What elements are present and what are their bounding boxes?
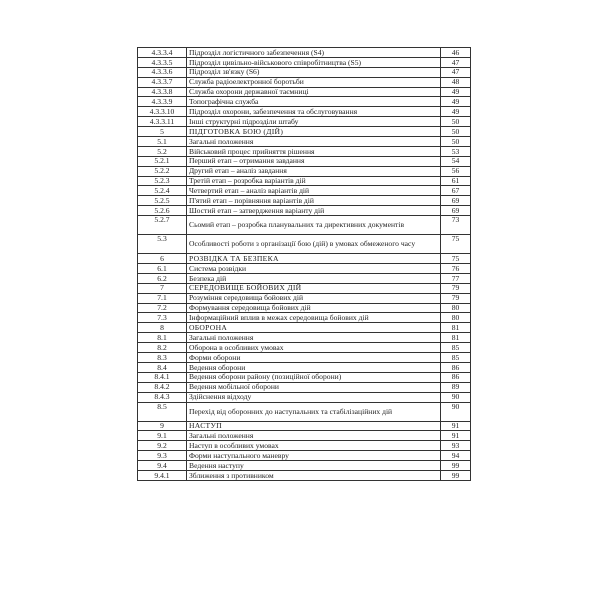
toc-row [138, 362, 471, 372]
page-number: 49 [441, 87, 471, 97]
toc-body [138, 48, 471, 481]
page-number: 86 [441, 372, 471, 382]
section-title: Форми наступального маневру [187, 451, 441, 461]
section-number: 8.3 [138, 353, 187, 363]
toc-row [138, 87, 471, 97]
page-number: 90 [441, 392, 471, 402]
section-title: Наступ в особливих умовах [187, 441, 441, 451]
section-number: 6.1 [138, 264, 187, 274]
section-number: 5.2.6 [138, 206, 187, 216]
toc-row [138, 372, 471, 382]
page-number: 80 [441, 313, 471, 323]
toc-row [138, 313, 471, 323]
section-number: 8.2 [138, 343, 187, 353]
section-title: Безпека дій [187, 273, 441, 283]
page-number: 61 [441, 176, 471, 186]
section-title: Формування середовища бойових дій [187, 303, 441, 313]
page-number: 91 [441, 421, 471, 431]
page-number: 93 [441, 441, 471, 451]
toc-chapter-row [138, 421, 471, 431]
section-number: 4.3.3.5 [138, 57, 187, 67]
toc-row [138, 392, 471, 402]
section-title: Загальні положення [187, 137, 441, 147]
page-number: 49 [441, 97, 471, 107]
page-number: 94 [441, 451, 471, 461]
toc-chapter-row [138, 283, 471, 293]
section-title: Здійснення відходу [187, 392, 441, 402]
section-title: Служба охорони державної таємниці [187, 87, 441, 97]
toc-row [138, 137, 471, 147]
section-number: 5.1 [138, 137, 187, 147]
page-number: 81 [441, 333, 471, 343]
section-number: 8.4.2 [138, 382, 187, 392]
page-number: 91 [441, 431, 471, 441]
page-number: 47 [441, 57, 471, 67]
toc-row [138, 353, 471, 363]
section-number: 4.3.3.8 [138, 87, 187, 97]
section-title: Ведення мобільної оборони [187, 382, 441, 392]
section-number: 4.3.3.9 [138, 97, 187, 107]
page-number: 90 [441, 402, 471, 421]
page-number: 85 [441, 353, 471, 363]
page-number: 99 [441, 470, 471, 480]
section-number: 9.4 [138, 461, 187, 471]
section-title: Сьомий етап – розробка планувальних та директивних документів [187, 216, 441, 235]
chapter-number: 8 [138, 323, 187, 333]
section-number: 5.2.2 [138, 166, 187, 176]
chapter-number: 5 [138, 127, 187, 137]
toc-row [138, 176, 471, 186]
section-title: Особливості роботи з організації бою (дій) в умовах обмеженого часу [187, 235, 441, 254]
page-number: 54 [441, 156, 471, 166]
page-number: 47 [441, 67, 471, 77]
section-number: 8.5 [138, 402, 187, 421]
section-number: 7.2 [138, 303, 187, 313]
toc-row [138, 264, 471, 274]
chapter-title: ПІДГОТОВКА БОЮ (ДІЙ) [187, 127, 441, 137]
toc-row [138, 293, 471, 303]
section-title: Підрозділ цивільно-військового співробітництва (S5) [187, 57, 441, 67]
toc-row [138, 48, 471, 58]
page-number: 75 [441, 254, 471, 264]
section-number: 5.2.5 [138, 196, 187, 206]
chapter-number: 7 [138, 283, 187, 293]
chapter-title: РОЗВІДКА ТА БЕЗПЕКА [187, 254, 441, 264]
section-number: 9.1 [138, 431, 187, 441]
section-title: Інші структурні підрозділи штабу [187, 117, 441, 127]
section-title: П'ятий етап – порівняння варіантів дій [187, 196, 441, 206]
page-number: 80 [441, 303, 471, 313]
section-title: Шостий етап – затвердження варіанту дій [187, 206, 441, 216]
toc-row [138, 117, 471, 127]
page-number: 50 [441, 137, 471, 147]
page-number: 48 [441, 77, 471, 87]
table-of-contents [137, 47, 471, 481]
section-title: Підрозділ логістичного забезпечення (S4) [187, 48, 441, 58]
section-number: 5.2.1 [138, 156, 187, 166]
section-title: Загальні положення [187, 431, 441, 441]
toc-row [138, 67, 471, 77]
page-number: 75 [441, 235, 471, 254]
page-number: 79 [441, 283, 471, 293]
toc-row [138, 107, 471, 117]
chapter-title: СЕРЕДОВИЩЕ БОЙОВИХ ДІЙ [187, 283, 441, 293]
section-number: 8.4.1 [138, 372, 187, 382]
section-title: Підрозділ охорони, забезпечення та обслуговування [187, 107, 441, 117]
section-number: 4.3.3.7 [138, 77, 187, 87]
section-number: 8.1 [138, 333, 187, 343]
page-number: 56 [441, 166, 471, 176]
section-number: 9.2 [138, 441, 187, 451]
section-number: 9.3 [138, 451, 187, 461]
section-number: 4.3.3.6 [138, 67, 187, 77]
section-title: Інформаційний вплив в межах середовища бойових дій [187, 313, 441, 323]
section-number: 5.3 [138, 235, 187, 254]
section-title: Зближення з противником [187, 470, 441, 480]
toc-row [138, 461, 471, 471]
page-number: 89 [441, 382, 471, 392]
section-title: Ведення оборони [187, 362, 441, 372]
page-number: 46 [441, 48, 471, 58]
page-number: 67 [441, 186, 471, 196]
page-number: 77 [441, 273, 471, 283]
toc-row [138, 186, 471, 196]
toc-row [138, 97, 471, 107]
chapter-number: 9 [138, 421, 187, 431]
toc-row [138, 166, 471, 176]
page-number: 49 [441, 107, 471, 117]
section-number: 6.2 [138, 273, 187, 283]
page-number: 85 [441, 343, 471, 353]
section-number: 5.2.3 [138, 176, 187, 186]
section-number: 4.3.3.4 [138, 48, 187, 58]
section-number: 4.3.3.10 [138, 107, 187, 117]
section-title: Третій етап – розробка варіантів дій [187, 176, 441, 186]
page-number: 50 [441, 117, 471, 127]
chapter-title: ОБОРОНА [187, 323, 441, 333]
section-title: Топографічна служба [187, 97, 441, 107]
section-title: Форми оборони [187, 353, 441, 363]
toc-row [138, 235, 471, 254]
page-number: 69 [441, 206, 471, 216]
toc-row [138, 156, 471, 166]
page-number: 79 [441, 293, 471, 303]
toc-row [138, 333, 471, 343]
toc-row [138, 216, 471, 235]
section-title: Служба радіоелектронної боротьби [187, 77, 441, 87]
page-number: 53 [441, 146, 471, 156]
toc-row [138, 57, 471, 67]
section-number: 4.3.3.11 [138, 117, 187, 127]
toc-row [138, 206, 471, 216]
section-number: 7.3 [138, 313, 187, 323]
toc-row [138, 441, 471, 451]
page-number: 76 [441, 264, 471, 274]
toc-row [138, 273, 471, 283]
section-title: Розуміння середовища бойових дій [187, 293, 441, 303]
toc-chapter-row [138, 127, 471, 137]
section-title: Система розвідки [187, 264, 441, 274]
section-number: 5.2 [138, 146, 187, 156]
chapter-title: НАСТУП [187, 421, 441, 431]
page-number: 99 [441, 461, 471, 471]
page-number: 50 [441, 127, 471, 137]
section-number: 5.2.4 [138, 186, 187, 196]
toc-row [138, 382, 471, 392]
section-number: 5.2.7 [138, 216, 187, 235]
section-title: Другий етап – аналіз завдання [187, 166, 441, 176]
section-title: Четвертий етап – аналіз варіантів дій [187, 186, 441, 196]
toc-row [138, 77, 471, 87]
toc-row [138, 402, 471, 421]
section-title: Загальні положення [187, 333, 441, 343]
toc-row [138, 470, 471, 480]
section-title: Перехід від оборонних до наступальних та стабілізаційних дій [187, 402, 441, 421]
toc-chapter-row [138, 254, 471, 264]
section-number: 8.4.3 [138, 392, 187, 402]
toc-row [138, 196, 471, 206]
section-title: Перший етап – отримання завдання [187, 156, 441, 166]
section-number: 7.1 [138, 293, 187, 303]
chapter-number: 6 [138, 254, 187, 264]
section-title: Ведення оборони району (позиційної оборони) [187, 372, 441, 382]
toc-row [138, 343, 471, 353]
section-title: Військовий процес прийняття рішення [187, 146, 441, 156]
page-number: 69 [441, 196, 471, 206]
toc-row [138, 451, 471, 461]
section-title: Підрозділ зв'язку (S6) [187, 67, 441, 77]
toc-row [138, 146, 471, 156]
toc-row [138, 303, 471, 313]
section-title: Ведення наступу [187, 461, 441, 471]
toc-chapter-row [138, 323, 471, 333]
section-number: 9.4.1 [138, 470, 187, 480]
page-number: 73 [441, 216, 471, 235]
section-number: 8.4 [138, 362, 187, 372]
toc-row [138, 431, 471, 441]
page-number: 81 [441, 323, 471, 333]
section-title: Оборона в особливих умовах [187, 343, 441, 353]
page-number: 86 [441, 362, 471, 372]
